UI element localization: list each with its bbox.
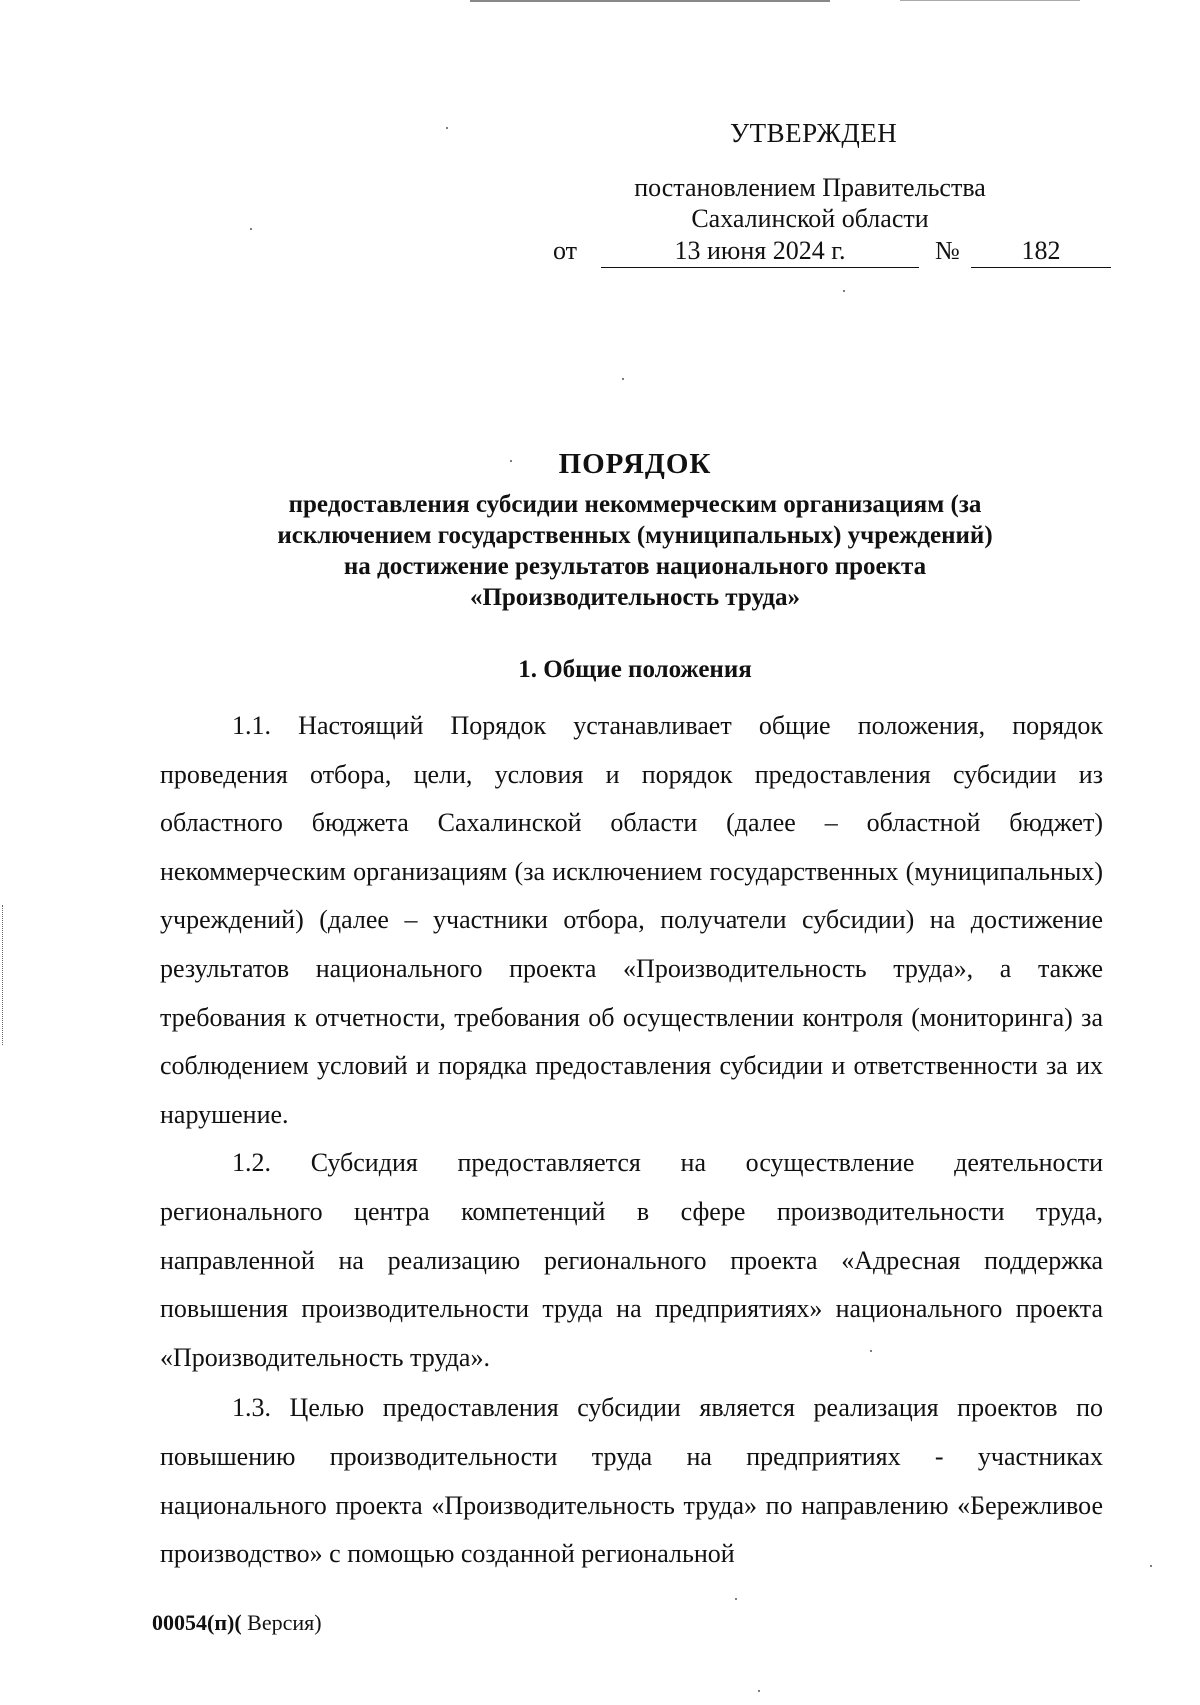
decree-date-row [553,236,1113,270]
document-body [160,702,1103,1579]
decree-date: 13 июня 2024 г. [601,236,919,268]
footer-document-code [152,1610,322,1636]
paragraph-1-3: 1.3. Целью предоставления субсидии является реализация проектов по повышению производительности труда на предприятиях - участниках национального проекта «Производительность труда» по направлению «Бережливое производство» с помощью созданной региональной [160,1393,1103,1569]
number-sign: № [935,236,960,265]
scan-speck [843,290,845,292]
scan-speck [870,1350,872,1352]
scan-speck [758,1690,760,1692]
document-title: ПОРЯДОК [558,448,712,480]
document-subtitle [160,489,1110,613]
scan-edge-mark [2,905,5,1045]
scan-edge-mark [470,0,830,2]
decree-line-2: Сахалинской области [691,204,929,233]
scan-speck [622,378,624,380]
scan-speck [510,460,512,462]
date-prefix: от [553,236,578,265]
scan-speck [250,228,252,230]
scan-speck [735,1598,737,1600]
decree-number: 182 [971,236,1111,268]
decree-line-1: постановлением Правительства [634,173,986,202]
approved-label: УТВЕРЖДЕН [730,118,898,148]
paragraph-1-2: 1.2. Субсидия предоставляется на осуществление деятельности регионального центра компетенций в сфере производительности труда, направленной на реализацию регионального проекта «Адресная поддержка повышения производительности труда на предприятиях» национального проекта «Производительность труда». [160,1148,1103,1372]
footer-version: Версия) [241,1610,322,1635]
footer-code: 00054(п)( [152,1610,242,1635]
document-title-block [160,448,1110,613]
document-subtitle-text: предоставления субсидии некоммерческим организациям (за исключением государственных (муниципальных) учреждений) на достижение результатов национального проекта «Производительность труда» [277,491,993,611]
scan-speck [446,127,448,129]
scan-edge-mark [900,0,1080,1]
section-heading: 1. Общие положения [518,656,752,683]
scan-speck [1150,1565,1152,1567]
paragraph-1-1: 1.1. Настоящий Порядок устанавливает общие положения, порядок проведения отбора, цели, условия и порядок предоставления субсидии из областного бюджета Сахалинской области (далее – областной бюджет) некоммерческим организациям (за исключением государственных (муниципальных) учреждений) (далее – участники отбора, получатели субсидии) на достижение результатов национального проекта «Производительность труда», а также требования к отчетности, требования об осуществлении контроля (мониторинга) за соблюдением условий и порядка предоставления субсидии и ответственности за их нарушение. [160,711,1103,1129]
